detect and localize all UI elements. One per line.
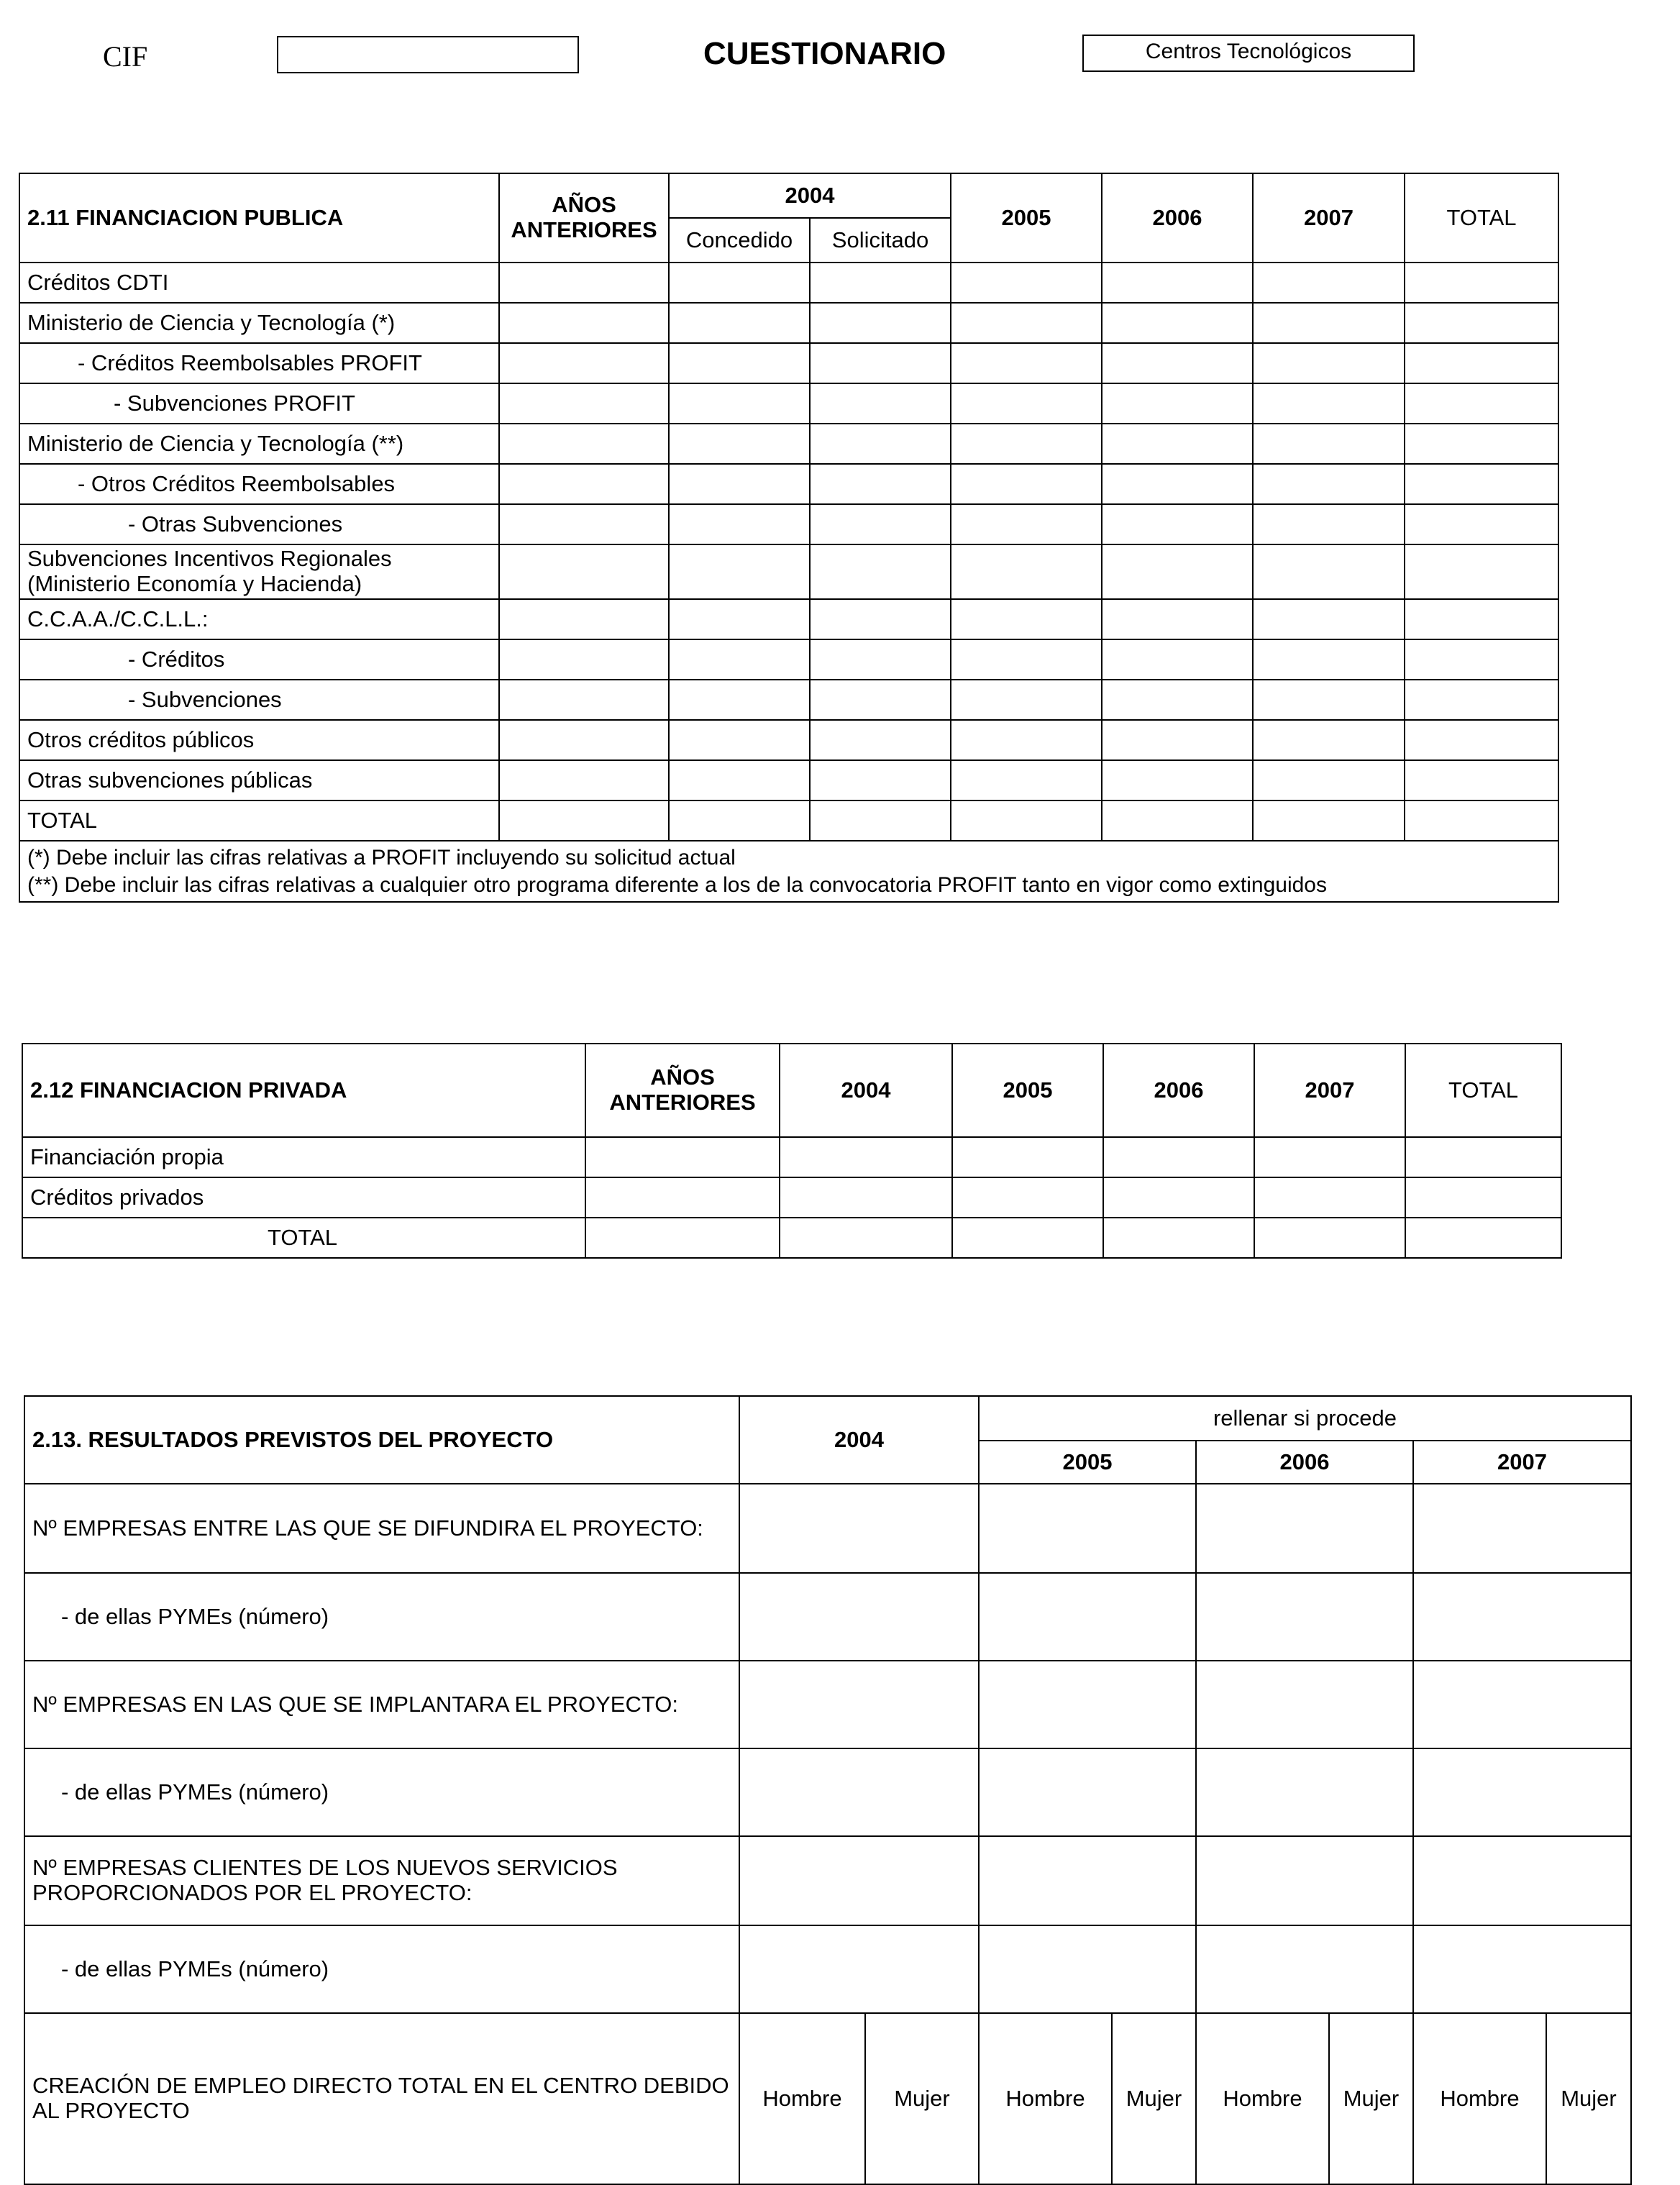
input-cell[interactable]	[585, 1218, 780, 1258]
results-title: 2.13. RESULTADOS PREVISTOS DEL PROYECTO	[24, 1396, 739, 1484]
input-cell[interactable]	[979, 1748, 1196, 1836]
row-label: - Otras Subvenciones	[19, 504, 499, 544]
input-cell[interactable]	[499, 760, 669, 800]
input-cell[interactable]	[739, 1748, 979, 1836]
col-2004-solicitado: Solicitado	[810, 218, 951, 263]
input-cell[interactable]	[1253, 760, 1405, 800]
input-cell[interactable]	[810, 639, 951, 680]
input-cell[interactable]	[669, 504, 810, 544]
table-row	[19, 303, 1558, 343]
input-cell[interactable]	[499, 504, 669, 544]
input-cell[interactable]	[979, 1661, 1196, 1748]
input-cell[interactable]	[1405, 1137, 1561, 1177]
input-cell[interactable]	[810, 464, 951, 504]
input-cell[interactable]	[1413, 1573, 1631, 1661]
col-2004: 2004	[669, 173, 951, 218]
col-2005: 2005	[951, 173, 1102, 263]
input-cell[interactable]	[810, 263, 951, 303]
input-cell[interactable]	[810, 599, 951, 639]
table-row	[19, 383, 1558, 424]
gender-hombre-2006: Hombre	[1196, 2013, 1329, 2184]
input-cell[interactable]	[1413, 1661, 1631, 1748]
input-cell[interactable]	[739, 1661, 979, 1748]
category-box: Centros Tecnológicos	[1082, 35, 1415, 72]
input-cell[interactable]	[1196, 1484, 1413, 1573]
input-cell[interactable]	[1102, 599, 1253, 639]
input-cell[interactable]	[669, 464, 810, 504]
input-cell[interactable]	[1405, 599, 1558, 639]
input-cell[interactable]	[780, 1177, 952, 1218]
input-cell[interactable]	[1405, 760, 1558, 800]
input-cell[interactable]	[951, 800, 1102, 841]
input-cell[interactable]	[1405, 383, 1558, 424]
input-cell[interactable]	[669, 263, 810, 303]
input-cell[interactable]	[1196, 1925, 1413, 2013]
input-cell[interactable]	[585, 1177, 780, 1218]
input-cell[interactable]	[810, 544, 951, 599]
table-row	[19, 263, 1558, 303]
input-cell[interactable]	[1253, 424, 1405, 464]
input-cell[interactable]	[1254, 1137, 1405, 1177]
input-cell[interactable]	[951, 504, 1102, 544]
input-cell[interactable]	[499, 464, 669, 504]
optional-label: rellenar si procede	[979, 1396, 1631, 1441]
input-cell[interactable]	[951, 680, 1102, 720]
table-row	[24, 1661, 1631, 1748]
input-cell[interactable]	[499, 263, 669, 303]
input-cell[interactable]	[669, 544, 810, 599]
input-cell[interactable]	[1253, 303, 1405, 343]
input-cell[interactable]	[1253, 720, 1405, 760]
input-cell[interactable]	[810, 383, 951, 424]
row-label: Otros créditos públicos	[19, 720, 499, 760]
input-cell[interactable]	[1405, 639, 1558, 680]
table-row	[19, 680, 1558, 720]
col-prev-years: AÑOS ANTERIORES	[499, 173, 669, 263]
row-label: Nº EMPRESAS EN LAS QUE SE IMPLANTARA EL PROYECTO:	[24, 1661, 739, 1748]
table-row	[19, 424, 1558, 464]
input-cell[interactable]	[669, 599, 810, 639]
input-cell[interactable]	[499, 343, 669, 383]
row-label: Nº EMPRESAS ENTRE LAS QUE SE DIFUNDIRA EL PROYECTO:	[24, 1484, 739, 1573]
table-row	[19, 343, 1558, 383]
input-cell[interactable]	[669, 760, 810, 800]
input-cell[interactable]	[951, 303, 1102, 343]
input-cell[interactable]	[499, 424, 669, 464]
input-cell[interactable]	[739, 1573, 979, 1661]
input-cell[interactable]	[810, 424, 951, 464]
input-cell[interactable]	[669, 680, 810, 720]
cif-label: CIF	[103, 40, 148, 73]
input-cell[interactable]	[499, 800, 669, 841]
col-2006: 2006	[1102, 173, 1253, 263]
col-2006: 2006	[1196, 1441, 1413, 1484]
input-cell[interactable]	[810, 303, 951, 343]
row-label: Créditos privados	[22, 1177, 585, 1218]
input-cell[interactable]	[1254, 1218, 1405, 1258]
input-cell[interactable]	[810, 800, 951, 841]
input-cell[interactable]	[1405, 1177, 1561, 1218]
input-cell[interactable]	[951, 639, 1102, 680]
input-cell[interactable]	[951, 343, 1102, 383]
col-2006: 2006	[1103, 1044, 1254, 1137]
col-2004: 2004	[780, 1044, 952, 1137]
input-cell[interactable]	[810, 504, 951, 544]
input-cell[interactable]	[1102, 720, 1253, 760]
note-2: (**) Debe incluir las cifras relativas a cualquier otro programa diferente a los de la convocatoria PROFIT tanto en vigor como extinguidos	[27, 872, 1327, 897]
input-cell[interactable]	[951, 383, 1102, 424]
input-cell[interactable]	[1405, 544, 1558, 599]
input-cell[interactable]	[1413, 1484, 1631, 1573]
input-cell[interactable]	[1196, 1836, 1413, 1925]
input-cell[interactable]	[1405, 424, 1558, 464]
input-cell[interactable]	[739, 1836, 979, 1925]
input-cell[interactable]	[780, 1218, 952, 1258]
col-2004: 2004	[739, 1396, 979, 1484]
input-cell[interactable]	[1253, 599, 1405, 639]
input-cell[interactable]	[669, 800, 810, 841]
row-label: TOTAL	[19, 800, 499, 841]
col-2007: 2007	[1413, 1441, 1631, 1484]
results-table	[24, 1395, 1632, 2185]
gender-mujer-2006: Mujer	[1329, 2013, 1413, 2184]
input-cell[interactable]	[1253, 263, 1405, 303]
input-cell[interactable]	[1102, 800, 1253, 841]
input-cell[interactable]	[951, 544, 1102, 599]
table-row	[19, 504, 1558, 544]
input-cell[interactable]	[952, 1218, 1103, 1258]
public-funding-title: 2.11 FINANCIACION PUBLICA	[19, 173, 499, 263]
row-label: - Créditos Reembolsables PROFIT	[19, 343, 499, 383]
input-cell[interactable]	[810, 680, 951, 720]
gender-hombre-2004: Hombre	[739, 2013, 865, 2184]
input-cell[interactable]	[1413, 1925, 1631, 2013]
input-cell[interactable]	[951, 720, 1102, 760]
table-row	[24, 1573, 1631, 1661]
input-cell[interactable]	[1405, 464, 1558, 504]
input-cell[interactable]	[1103, 1218, 1254, 1258]
input-cell[interactable]	[1103, 1177, 1254, 1218]
table-row	[22, 1177, 1561, 1218]
row-label: - Créditos	[19, 639, 499, 680]
input-cell[interactable]	[669, 424, 810, 464]
input-cell[interactable]	[499, 639, 669, 680]
row-label: Ministerio de Ciencia y Tecnología (*)	[19, 303, 499, 343]
employment-label: CREACIÓN DE EMPLEO DIRECTO TOTAL EN EL CENTRO DEBIDO AL PROYECTO	[24, 2013, 739, 2184]
table-row	[19, 760, 1558, 800]
row-label: Créditos CDTI	[19, 263, 499, 303]
input-cell[interactable]	[1253, 383, 1405, 424]
input-cell[interactable]	[1253, 464, 1405, 504]
input-cell[interactable]	[1405, 303, 1558, 343]
table-row	[22, 1137, 1561, 1177]
input-cell[interactable]	[1413, 1748, 1631, 1836]
input-cell[interactable]	[1102, 504, 1253, 544]
col-2007: 2007	[1254, 1044, 1405, 1137]
page-title: CUESTIONARIO	[703, 36, 946, 71]
input-cell[interactable]	[1413, 1836, 1631, 1925]
input-cell[interactable]	[1102, 760, 1253, 800]
input-cell[interactable]	[979, 1836, 1196, 1925]
input-cell[interactable]	[951, 263, 1102, 303]
input-cell[interactable]	[1196, 1748, 1413, 1836]
input-cell[interactable]	[1405, 800, 1558, 841]
input-cell[interactable]	[1102, 343, 1253, 383]
row-label: - Otros Créditos Reembolsables	[19, 464, 499, 504]
table-row	[19, 464, 1558, 504]
col-2004-concedido: Concedido	[669, 218, 810, 263]
table-row	[19, 639, 1558, 680]
cif-input[interactable]	[277, 36, 579, 73]
input-cell[interactable]	[1254, 1177, 1405, 1218]
input-cell[interactable]	[1102, 263, 1253, 303]
table-row	[19, 720, 1558, 760]
input-cell[interactable]	[1253, 504, 1405, 544]
table-row	[19, 599, 1558, 639]
input-cell[interactable]	[951, 464, 1102, 504]
input-cell[interactable]	[1102, 680, 1253, 720]
input-cell[interactable]	[585, 1137, 780, 1177]
public-funding-table	[19, 173, 1559, 903]
input-cell[interactable]	[1253, 544, 1405, 599]
input-cell[interactable]	[669, 639, 810, 680]
note-1: (*) Debe incluir las cifras relativas a PROFIT incluyendo su solicitud actual	[27, 846, 736, 870]
input-cell[interactable]	[499, 720, 669, 760]
input-cell[interactable]	[780, 1137, 952, 1177]
row-label: - Subvenciones	[19, 680, 499, 720]
input-cell[interactable]	[1102, 639, 1253, 680]
input-cell[interactable]	[499, 680, 669, 720]
row-label: - de ellas PYMEs (número)	[24, 1925, 739, 2013]
input-cell[interactable]	[1405, 343, 1558, 383]
input-cell[interactable]	[669, 383, 810, 424]
input-cell[interactable]	[1253, 680, 1405, 720]
input-cell[interactable]	[952, 1137, 1103, 1177]
input-cell[interactable]	[1253, 343, 1405, 383]
input-cell[interactable]	[1253, 800, 1405, 841]
col-total: TOTAL	[1405, 1044, 1561, 1137]
input-cell[interactable]	[739, 1484, 979, 1573]
private-funding-title: 2.12 FINANCIACION PRIVADA	[22, 1044, 585, 1137]
row-label: Financiación propia	[22, 1137, 585, 1177]
input-cell[interactable]	[951, 424, 1102, 464]
input-cell[interactable]	[499, 544, 669, 599]
input-cell[interactable]	[499, 303, 669, 343]
private-funding-table	[22, 1043, 1562, 1259]
input-cell[interactable]	[1102, 383, 1253, 424]
table-row	[24, 1748, 1631, 1836]
input-cell[interactable]	[810, 343, 951, 383]
input-cell[interactable]	[1196, 1573, 1413, 1661]
input-cell[interactable]	[979, 1925, 1196, 2013]
input-cell[interactable]	[1102, 424, 1253, 464]
input-cell[interactable]	[810, 760, 951, 800]
table-row	[22, 1218, 1561, 1258]
input-cell[interactable]	[1196, 1661, 1413, 1748]
row-label: Subvenciones Incentivos Regionales (Ministerio Economía y Hacienda)	[19, 544, 499, 599]
input-cell[interactable]	[951, 599, 1102, 639]
input-cell[interactable]	[952, 1177, 1103, 1218]
col-2005: 2005	[952, 1044, 1103, 1137]
input-cell[interactable]	[1405, 504, 1558, 544]
gender-mujer-2004: Mujer	[865, 2013, 979, 2184]
input-cell[interactable]	[669, 720, 810, 760]
row-label: Otras subvenciones públicas	[19, 760, 499, 800]
input-cell[interactable]	[1102, 544, 1253, 599]
row-label: - de ellas PYMEs (número)	[24, 1748, 739, 1836]
input-cell[interactable]	[1405, 720, 1558, 760]
table-row	[24, 1484, 1631, 1573]
col-prev-years: AÑOS ANTERIORES	[585, 1044, 780, 1137]
public-funding-notes	[19, 841, 1558, 902]
gender-hombre-2005: Hombre	[979, 2013, 1112, 2184]
input-cell[interactable]	[951, 760, 1102, 800]
input-cell[interactable]	[979, 1573, 1196, 1661]
row-label: Ministerio de Ciencia y Tecnología (**)	[19, 424, 499, 464]
table-row	[19, 800, 1558, 841]
input-cell[interactable]	[669, 303, 810, 343]
input-cell[interactable]	[1405, 1218, 1561, 1258]
table-row	[24, 1836, 1631, 1925]
row-label: - Subvenciones PROFIT	[19, 383, 499, 424]
gender-mujer-2005: Mujer	[1112, 2013, 1196, 2184]
row-label: Nº EMPRESAS CLIENTES DE LOS NUEVOS SERVICIOS PROPORCIONADOS POR EL PROYECTO:	[24, 1836, 739, 1925]
gender-hombre-2007: Hombre	[1413, 2013, 1546, 2184]
input-cell[interactable]	[1102, 303, 1253, 343]
col-2007: 2007	[1253, 173, 1405, 263]
input-cell[interactable]	[1405, 680, 1558, 720]
col-2005: 2005	[979, 1441, 1196, 1484]
input-cell[interactable]	[1405, 263, 1558, 303]
table-row	[24, 1925, 1631, 2013]
row-label: C.C.A.A./C.C.L.L.:	[19, 599, 499, 639]
input-cell[interactable]	[739, 1925, 979, 2013]
input-cell[interactable]	[1253, 639, 1405, 680]
input-cell[interactable]	[1103, 1137, 1254, 1177]
gender-mujer-2007: Mujer	[1546, 2013, 1631, 2184]
col-total: TOTAL	[1405, 173, 1558, 263]
input-cell[interactable]	[1102, 464, 1253, 504]
input-cell[interactable]	[979, 1484, 1196, 1573]
input-cell[interactable]	[810, 720, 951, 760]
row-label: TOTAL	[22, 1218, 585, 1258]
input-cell[interactable]	[499, 599, 669, 639]
input-cell[interactable]	[499, 383, 669, 424]
row-label: - de ellas PYMEs (número)	[24, 1573, 739, 1661]
table-row	[19, 544, 1558, 599]
input-cell[interactable]	[669, 343, 810, 383]
